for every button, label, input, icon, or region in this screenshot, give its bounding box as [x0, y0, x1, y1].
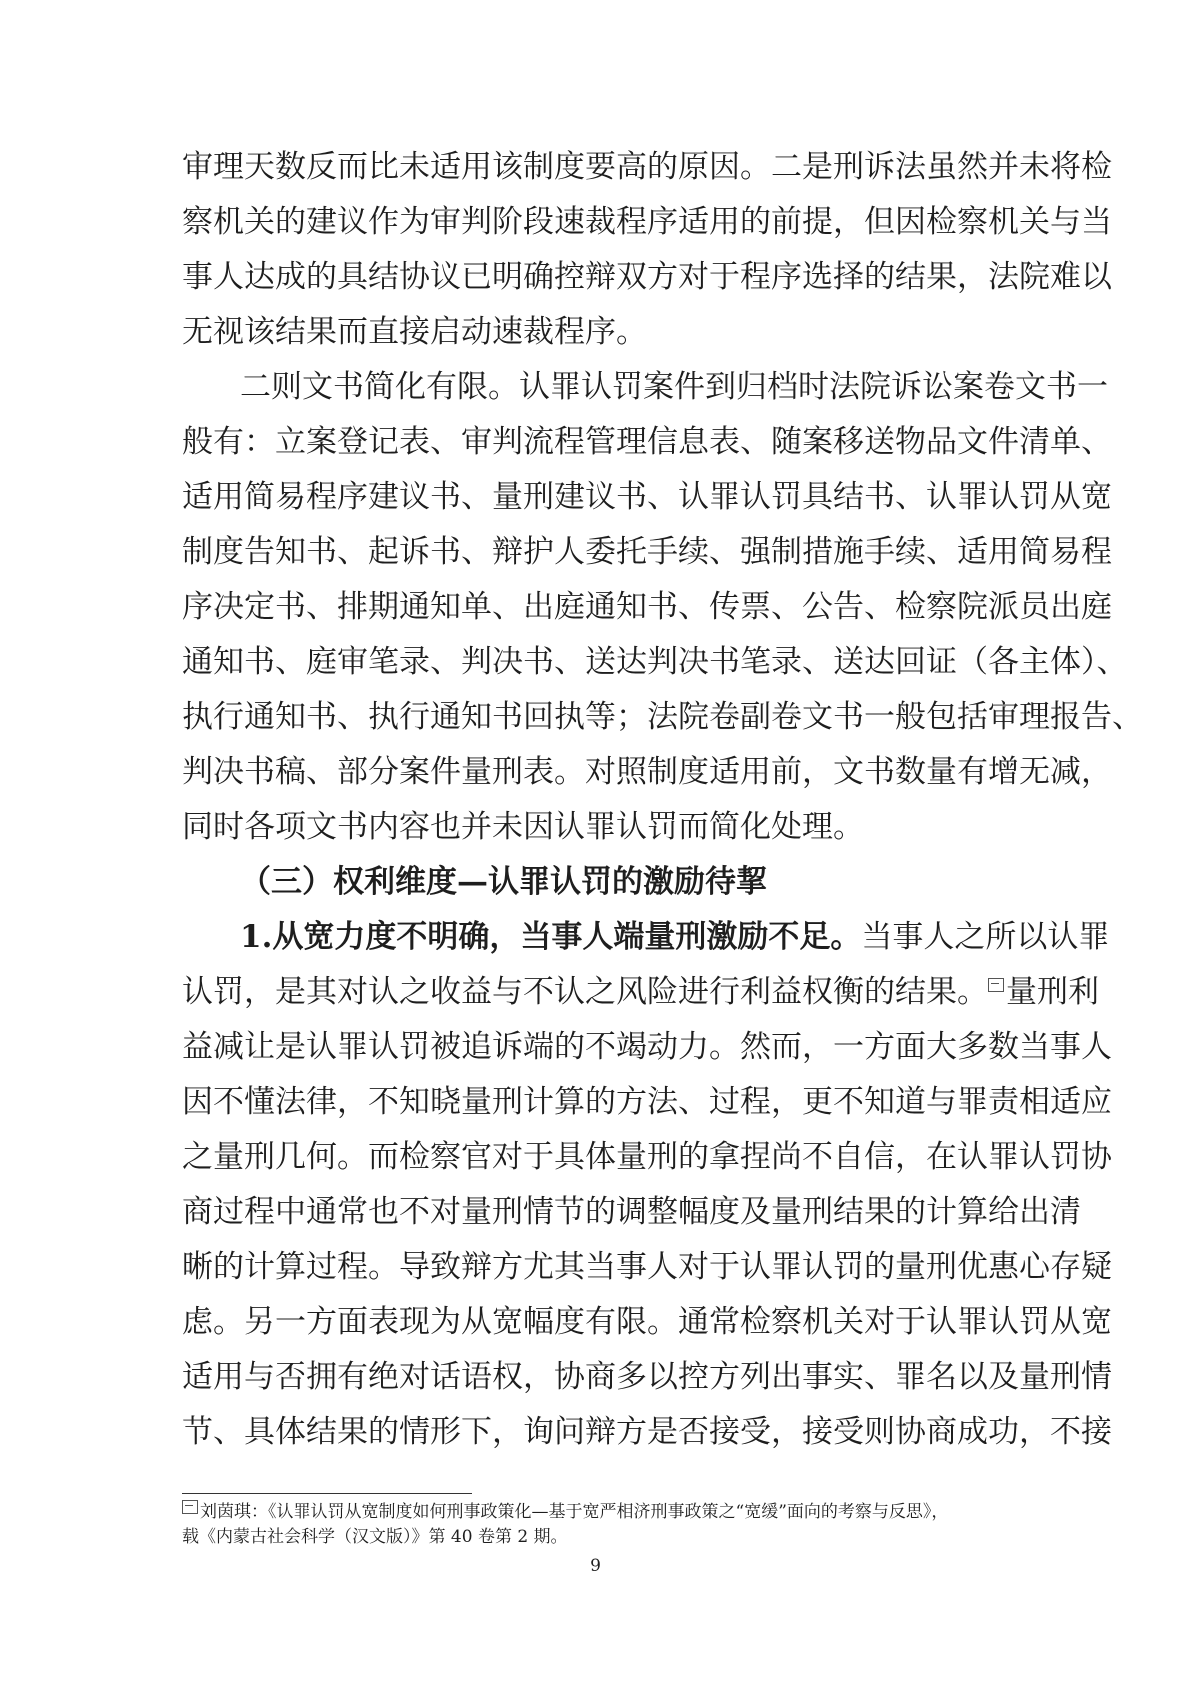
paragraph-3-line-4: 因不懂法律，不知晓量刑计算的方法、过程，更不知道与罪责相适应 [182, 1084, 1112, 1120]
paragraph-2-line-8: 判决书稿、部分案件量刑表。对照制度适用前，文书数量有增无减， [182, 754, 1112, 790]
paragraph-3-line-2-text: 认罚，是其对认之收益与不认之风险进行利益权衡的结果。 [182, 974, 988, 1010]
footnote-divider [182, 1493, 472, 1494]
paragraph-3-line-10: 节、具体结果的情形下，询问辩方是否接受，接受则协商成功，不接 [182, 1414, 1112, 1450]
paragraph-2-line-5: 序决定书、排期通知单、出庭通知书、传票、公告、检察院派员出庭 [182, 589, 1112, 625]
paragraph-3-line-2-end: 量刑利 [1006, 974, 1099, 1010]
paragraph-3-lead-bold: 1.从宽力度不明确，当事人端量刑激励不足。 [240, 919, 862, 955]
page-number: 9 [590, 1556, 601, 1576]
paragraph-3-line-8: 虑。另一方面表现为从宽幅度有限。通常检察机关对于认罪认罚从宽 [182, 1304, 1112, 1340]
paragraph-3-line-5: 之量刑几何。而检察官对于具体量刑的拿捏尚不自信，在认罪认罚协 [182, 1139, 1112, 1175]
paragraph-3-line-9: 适用与否拥有绝对话语权，协商多以控方列出事实、罪名以及量刑情 [182, 1359, 1112, 1395]
paragraph-3-line-1 [240, 917, 1110, 957]
paragraph-2-line-7: 执行通知书、执行通知书回执等；法院卷副卷文书一般包括审理报告、 [182, 699, 1143, 735]
paragraph-2-line-2: 般有：立案登记表、审判流程管理信息表、随案移送物品文件清单、 [182, 424, 1112, 460]
paragraph-2-line-6: 通知书、庭审笔录、判决书、送达判决书笔录、送达回证（各主体）、 [182, 644, 1128, 680]
paragraph-2-line-1: 二则文书简化有限。认罪认罚案件到归档时法院诉讼案卷文书一 [240, 369, 1108, 405]
paragraph-1-line-3: 事人达成的具结协议已明确控辩双方对于程序选择的结果，法院难以 [182, 259, 1112, 295]
section-heading: （三）权利维度—认罪认罚的激励待挈 [240, 864, 767, 900]
footnote-marker-icon [988, 978, 1004, 992]
paragraph-2-line-3: 适用简易程序建议书、量刑建议书、认罪认罚具结书、认罪认罚从宽 [182, 479, 1112, 515]
paragraph-1-line-1: 审理天数反而比未适用该制度要高的原因。二是刑诉法虽然并未将检 [182, 149, 1112, 185]
paragraph-3-line-2 [182, 972, 1099, 1012]
paragraph-3-lead-rest: 当事人之所以认罪 [861, 919, 1110, 955]
paragraph-3-line-6: 商过程中通常也不对量刑情节的调整幅度及量刑结果的计算给出清 [182, 1194, 1081, 1230]
footnote-text-1: 刘茵琪：《认罪认罚从宽制度如何刑事政策化—基于宽严相济刑事政策之“宽缓”面向的考察与反思》， [200, 1502, 949, 1522]
paragraph-3-line-7: 晰的计算过程。导致辩方尤其当事人对于认罪认罚的量刑优惠心存疑 [182, 1249, 1112, 1285]
paragraph-2-line-9: 同时各项文书内容也并未因认罪认罚而简化处理。 [182, 809, 864, 845]
paragraph-1-line-4: 无视该结果而直接启动速裁程序。 [182, 314, 647, 350]
footnote-line-1 [182, 1500, 1022, 1524]
footnote-line-2: 载《内蒙古社会科学（汉文版）》第 40 卷第 2 期。 [182, 1527, 568, 1547]
paragraph-1-line-2: 察机关的建议作为审判阶段速裁程序适用的前提，但因检察机关与当 [182, 204, 1112, 240]
paragraph-2-line-4: 制度告知书、起诉书、辩护人委托手续、强制措施手续、适用简易程 [182, 534, 1112, 570]
footnote-marker-icon [182, 1500, 198, 1514]
paragraph-3-line-3: 益减让是认罪认罚被追诉端的不竭动力。然而，一方面大多数当事人 [182, 1029, 1112, 1065]
